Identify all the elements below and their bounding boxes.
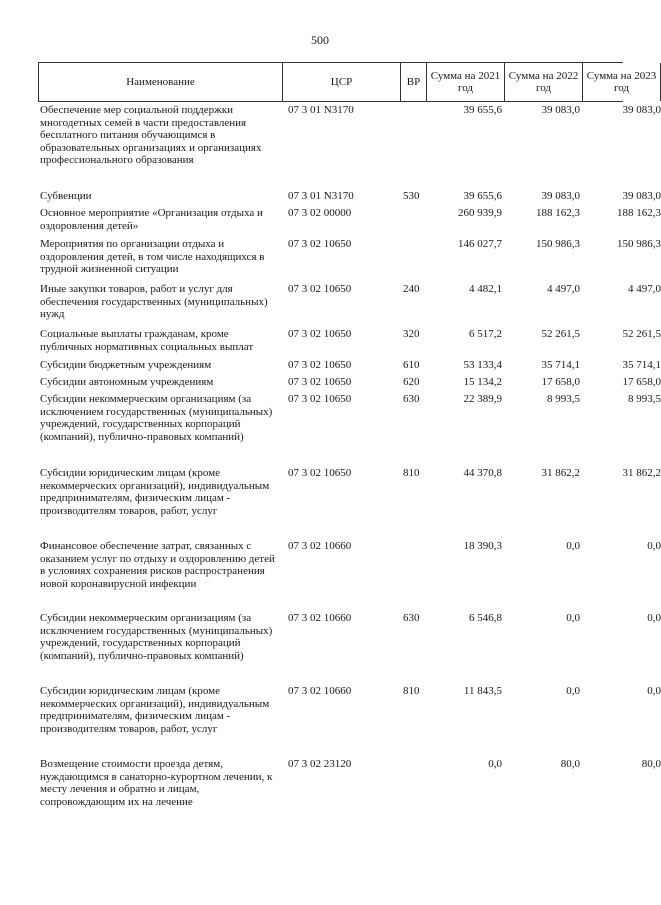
row-sum-2021: 15 134,2 [463,376,502,388]
row-csr: 07 3 02 10650 [288,376,352,388]
row-sum-2023: 80,0 [641,758,661,770]
row-sum-2023: 39 083,0 [622,104,661,116]
table-header [38,62,657,102]
row-csr: 07 3 02 00000 [288,207,352,219]
row-sum-2023: 188 162,3 [617,207,661,219]
row-sum-2021: 6 546,8 [469,612,502,624]
row-sum-2021: 39 655,6 [463,104,502,116]
header-sum-2023: Сумма на 2023 год [582,63,661,101]
row-csr: 07 3 02 10650 [288,238,352,250]
row-vr: 630 [403,393,420,405]
row-csr: 07 3 02 10660 [288,685,352,697]
row-name: Мероприятия по организации отдыха и оздоровления детей, в том числе находящихся в трудной жизненной ситуации [40,238,265,276]
row-sum-2023: 35 714,1 [622,359,661,371]
row-sum-2021: 0,0 [488,758,502,770]
row-vr: 810 [403,685,420,697]
row-sum-2022: 0,0 [566,540,580,552]
row-name: Субсидии некоммерческим организациям (за исключением государственных (муниципальных) учреждений, государственных корпораций (компаний), публично-правовых компаний) [40,393,273,443]
header-name: Наименование [38,63,282,101]
row-vr: 530 [403,190,420,202]
row-name: Субсидии бюджетным учреждениям [40,359,212,371]
row-sum-2023: 39 083,0 [622,190,661,202]
row-sum-2023: 31 862,2 [622,467,661,479]
row-name: Субсидии юридическим лицам (кроме некоммерческих организаций), индивидуальным предпринимателям, физическим лицам - производителям товаров, работ, услуг [40,467,270,517]
row-sum-2022: 80,0 [560,758,580,770]
row-csr: 07 3 02 10660 [288,540,352,552]
row-vr: 320 [403,328,420,340]
row-name: Субсидии некоммерческим организациям (за исключением государственных (муниципальных) учреждений, государственных корпораций (компаний), публично-правовых компаний) [40,612,273,662]
row-sum-2023: 52 261,5 [622,328,661,340]
row-sum-2022: 52 261,5 [541,328,580,340]
row-csr: 07 3 02 10650 [288,283,352,295]
row-sum-2022: 17 658,0 [541,376,580,388]
row-sum-2022: 31 862,2 [541,467,580,479]
row-sum-2022: 35 714,1 [541,359,580,371]
row-sum-2022: 4 497,0 [547,283,580,295]
row-sum-2023: 150 986,3 [617,238,661,250]
row-vr: 610 [403,359,420,371]
row-sum-2021: 146 027,7 [458,238,502,250]
header-vr: ВР [400,63,426,101]
row-csr: 07 3 02 23120 [288,758,352,770]
row-sum-2023: 8 993,5 [628,393,661,405]
row-sum-2022: 0,0 [566,685,580,697]
row-sum-2021: 4 482,1 [469,283,502,295]
row-csr: 07 3 02 10650 [288,393,352,405]
header-sum-2022: Сумма на 2022 год [504,63,582,101]
row-vr: 240 [403,283,420,295]
page-number: 500 [311,33,329,47]
row-vr: 630 [403,612,420,624]
row-sum-2022: 39 083,0 [541,104,580,116]
row-sum-2021: 22 389,9 [463,393,502,405]
row-csr: 07 3 02 10650 [288,328,352,340]
row-sum-2021: 11 843,5 [463,685,502,697]
row-csr: 07 3 02 10650 [288,467,352,479]
row-sum-2023: 0,0 [647,540,661,552]
row-name: Субсидии автономным учреждениям [40,376,214,388]
row-name: Возмещение стоимости проезда детям, нуждающимся в санаторно-курортном лечении, к месту лечения и обратно и лицам, сопровождающим их на лечение [40,758,273,808]
row-sum-2022: 0,0 [566,612,580,624]
header-sum-2021: Сумма на 2021 год [426,63,504,101]
row-csr: 07 3 02 10660 [288,612,352,624]
row-csr: 07 3 02 10650 [288,359,352,371]
row-csr: 07 3 01 N3170 [288,190,354,202]
row-sum-2022: 150 986,3 [536,238,580,250]
row-name: Субвенции [40,190,92,202]
row-vr: 810 [403,467,420,479]
row-vr: 620 [403,376,420,388]
row-sum-2021: 18 390,3 [463,540,502,552]
row-name: Социальные выплаты гражданам, кроме публичных нормативных социальных выплат [40,328,254,353]
row-sum-2023: 0,0 [647,612,661,624]
row-name: Финансовое обеспечение затрат, связанных с оказанием услуг по отдыху и оздоровлению детей в условиях сохранения рисков распространения новой коронавирусной инфекции [40,540,275,590]
row-name: Обеспечение мер социальной поддержки многодетных семей в части предоставления бесплатного питания обучающимся в образовательных организациях и организациях профессионального образования [40,104,262,167]
row-sum-2022: 8 993,5 [547,393,580,405]
row-sum-2023: 17 658,0 [622,376,661,388]
row-sum-2021: 6 517,2 [469,328,502,340]
row-sum-2022: 39 083,0 [541,190,580,202]
row-sum-2021: 44 370,8 [463,467,502,479]
row-name: Субсидии юридическим лицам (кроме некоммерческих организаций), индивидуальным предпринимателям, физическим лицам - производителям товаров, работ, услуг [40,685,270,735]
row-sum-2023: 4 497,0 [628,283,661,295]
row-csr: 07 3 01 N3170 [288,104,354,116]
row-name: Иные закупки товаров, работ и услуг для обеспечения государственных (муниципальных) нужд [40,283,268,321]
row-sum-2023: 0,0 [647,685,661,697]
row-sum-2021: 39 655,6 [463,190,502,202]
row-name: Основное мероприятие «Организация отдыха и оздоровления детей» [40,207,263,232]
row-sum-2022: 188 162,3 [536,207,580,219]
row-sum-2021: 53 133,4 [463,359,502,371]
row-sum-2021: 260 939,9 [458,207,502,219]
header-csr: ЦСР [282,63,400,101]
